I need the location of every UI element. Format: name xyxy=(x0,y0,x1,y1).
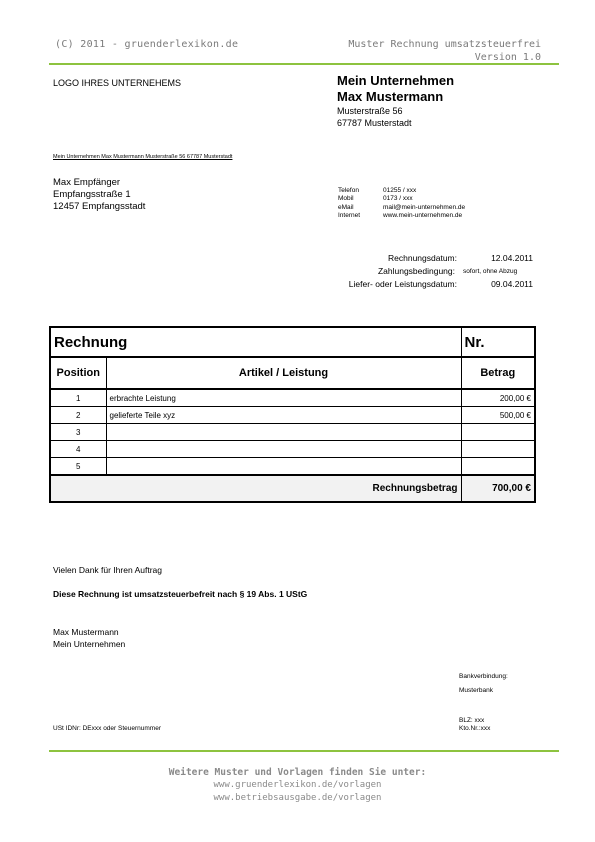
total-row xyxy=(50,475,535,502)
delivery-date-row xyxy=(320,278,533,291)
signature-block xyxy=(53,626,125,650)
payment-terms-row xyxy=(320,265,533,278)
table-row xyxy=(50,441,535,458)
delivery-date-label: Liefer- oder Leistungsdatum: xyxy=(348,279,457,289)
row-article xyxy=(106,424,461,441)
contact-row xyxy=(338,204,465,212)
recipient-city: 12457 Empfangsstadt xyxy=(53,201,146,212)
contact-label: eMail xyxy=(338,203,354,211)
row-article: erbrachte Leistung xyxy=(106,389,461,407)
invoice-date-label: Rechnungsdatum: xyxy=(388,253,457,263)
contact-block xyxy=(338,187,465,220)
contact-label: Mobil xyxy=(338,195,354,203)
thanks-text: Vielen Dank für Ihren Auftrag xyxy=(53,565,162,575)
total-value: 700,00 € xyxy=(461,475,535,502)
company-name: Mein Unternehmen xyxy=(337,73,455,88)
company-city: 67787 Musterstadt xyxy=(337,118,412,128)
col-position-header: Position xyxy=(50,357,106,389)
table-row xyxy=(50,424,535,441)
row-amount xyxy=(461,441,535,458)
contact-label: Internet xyxy=(338,211,361,219)
copyright-text: (C) 2011 - gruenderlexikon.de xyxy=(55,39,239,50)
invoice-number-label xyxy=(461,327,535,357)
doc-title-text: Muster Rechnung umsatzsteuerfrei xyxy=(348,39,541,50)
bank-label: Bankverbindung: xyxy=(459,673,508,680)
row-article xyxy=(106,441,461,458)
payment-terms-label: Zahlungsbedingung: xyxy=(377,266,455,276)
row-position: 3 xyxy=(50,424,106,441)
contact-row xyxy=(338,187,465,195)
footer xyxy=(0,766,595,805)
tax-note: Diese Rechnung ist umsatzsteuerbefreit nach § 19 Abs. 1 UStG xyxy=(53,589,308,599)
signature-company: Mein Unternehmen xyxy=(53,639,126,649)
row-position: 5 xyxy=(50,458,106,476)
sender-line: Mein Unternehmen Max Mustermann Musterstraße 56 67787 Musterstadt xyxy=(53,154,233,160)
contact-value: www.mein-unternehmen.de xyxy=(383,211,463,219)
recipient-block xyxy=(53,177,145,213)
bank-name: Musterbank xyxy=(459,687,493,694)
top-divider xyxy=(49,63,559,65)
version-text: Version 1.0 xyxy=(474,52,541,63)
row-amount xyxy=(461,458,535,476)
contact-value: 0173 / xxx xyxy=(383,195,413,203)
table-row xyxy=(50,389,535,407)
footer-link-gruenderlexikon[interactable]: www.gruenderlexikon.de/vorlagen xyxy=(213,780,382,790)
invoice-title-row xyxy=(50,327,535,357)
recipient-street: Empfangsstraße 1 xyxy=(53,189,131,200)
company-street: Musterstraße 56 xyxy=(337,106,403,116)
contact-value: mail@mein-unternehmen.de xyxy=(383,203,466,211)
ust-id-text: USt IDNr: DExxx oder Steuernummer xyxy=(53,725,162,732)
bank-block xyxy=(459,673,508,733)
bank-account: Kto.Nr.:xxx xyxy=(459,725,491,732)
col-amount-header: Betrag xyxy=(461,357,535,389)
contact-row xyxy=(338,212,465,220)
footer-link-betriebsausgabe[interactable]: www.betriebsausgabe.de/vorlagen xyxy=(213,793,382,803)
invoice-date-row xyxy=(320,252,533,265)
row-position: 1 xyxy=(50,389,106,407)
column-header-row xyxy=(50,357,535,389)
col-article-header: Artikel / Leistung xyxy=(106,357,461,389)
invoice-number-label-text: Nr. xyxy=(464,333,485,351)
contact-label: Telefon xyxy=(338,187,359,194)
table-row xyxy=(50,407,535,424)
delivery-date-value: 09.04.2011 xyxy=(491,279,533,289)
row-position: 4 xyxy=(50,441,106,458)
contact-row xyxy=(338,195,465,203)
invoice-title: Rechnung xyxy=(50,327,461,357)
bank-blz: BLZ: xxx xyxy=(459,717,485,724)
bottom-divider xyxy=(49,750,559,752)
recipient-name: Max Empfänger xyxy=(53,177,121,188)
row-amount xyxy=(461,424,535,441)
total-label: Rechnungsbetrag xyxy=(50,475,461,502)
footer-heading: Weitere Muster und Vorlagen finden Sie unter: xyxy=(168,767,427,778)
logo-placeholder: LOGO IHRES UNTERNEHEMS xyxy=(53,78,182,88)
company-owner: Max Mustermann xyxy=(337,89,444,104)
row-amount: 200,00 € xyxy=(461,389,535,407)
company-block xyxy=(337,73,454,129)
dates-block xyxy=(320,252,533,291)
document-title xyxy=(348,38,541,64)
table-row xyxy=(50,458,535,476)
invoice-date-value: 12.04.2011 xyxy=(491,253,533,263)
payment-terms-value: sofort, ohne Abzug xyxy=(463,268,518,275)
row-position: 2 xyxy=(50,407,106,424)
invoice-table xyxy=(49,326,536,503)
contact-value: 01255 / xxx xyxy=(383,187,417,194)
row-article: gelieferte Teile xyz xyxy=(106,407,461,424)
signature-name: Max Mustermann xyxy=(53,627,119,637)
row-article xyxy=(106,458,461,476)
row-amount: 500,00 € xyxy=(461,407,535,424)
